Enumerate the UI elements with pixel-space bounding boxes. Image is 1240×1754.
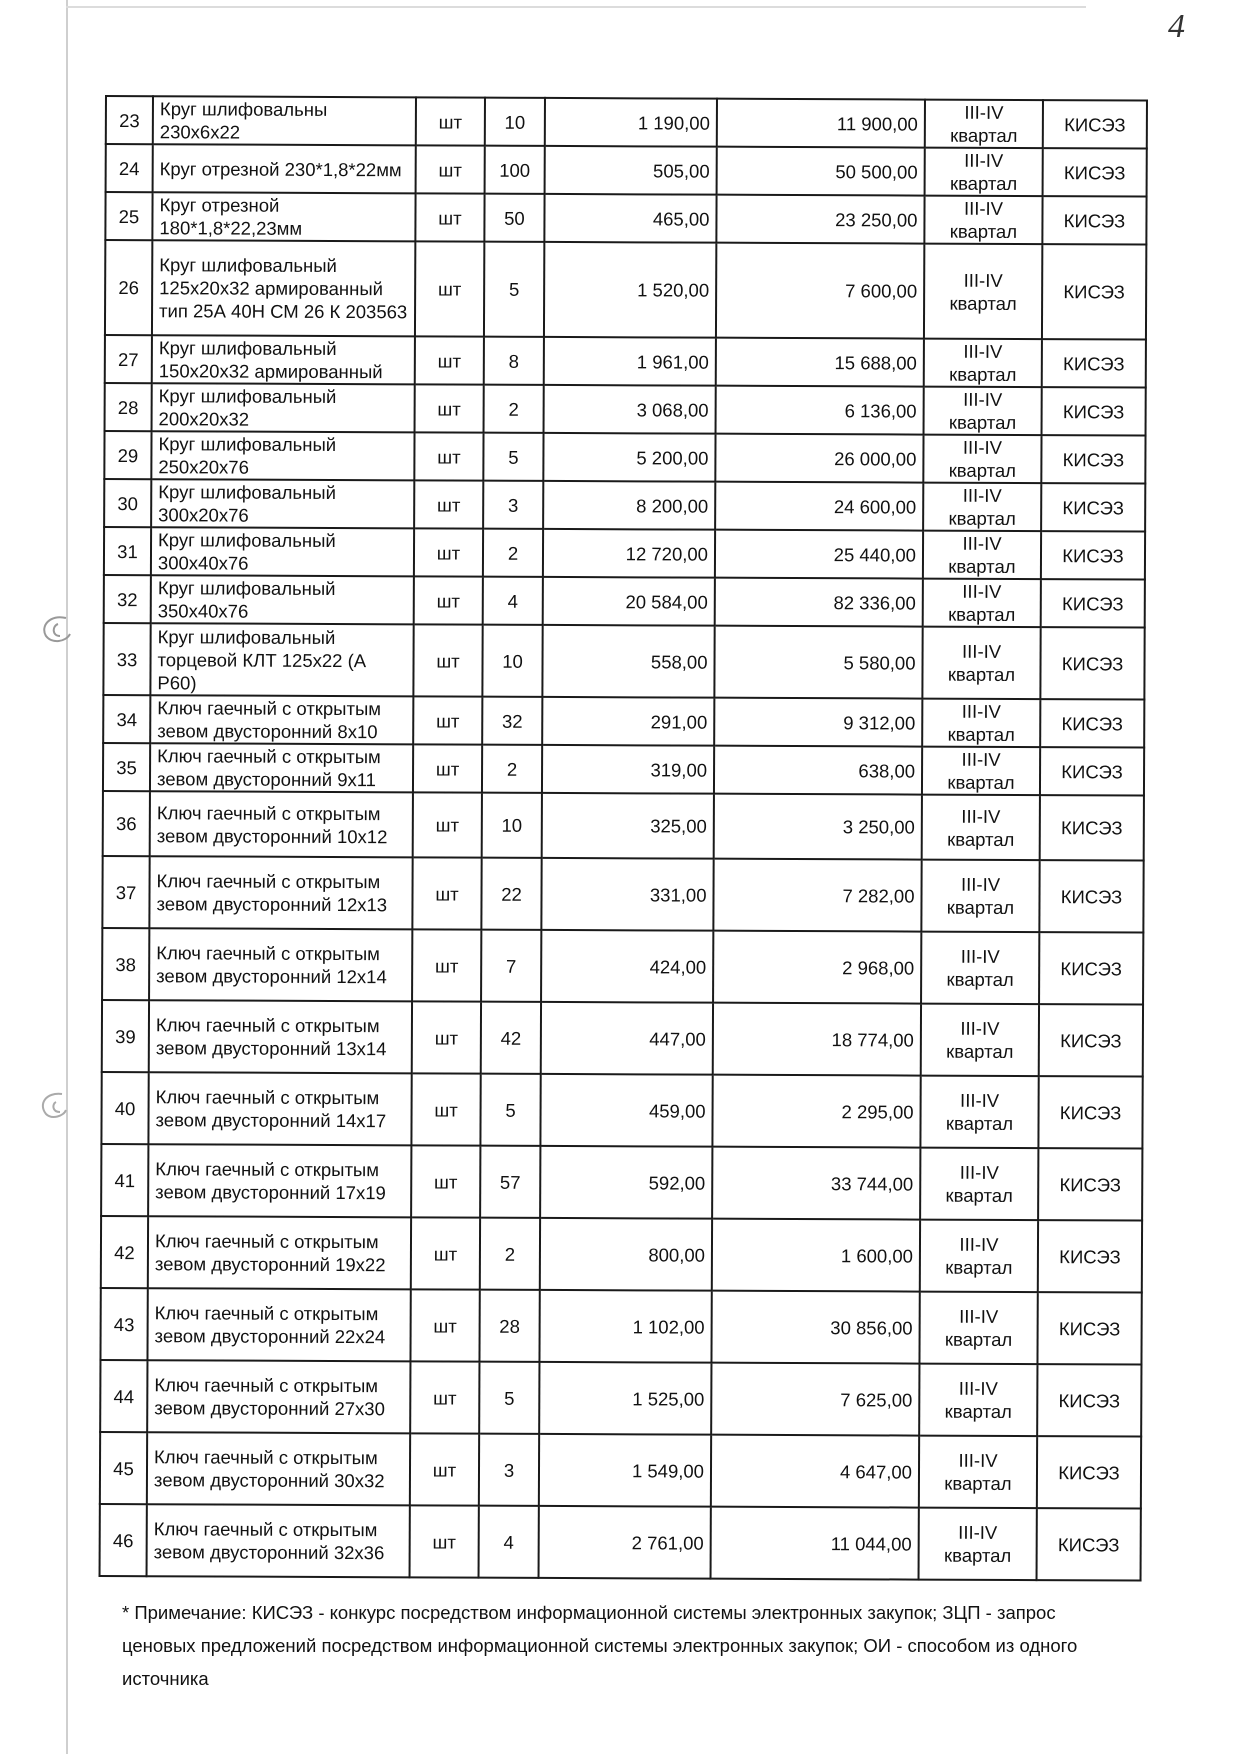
unit-cell: шт: [416, 145, 485, 193]
total-sum-cell: 4 647,00: [711, 1435, 919, 1508]
delivery-period-cell: III-IV квартал: [924, 196, 1042, 245]
table-row: [105, 240, 1146, 340]
unit-price-cell: 424,00: [541, 930, 713, 1003]
procurement-method-cell: КИСЭЗ: [1039, 932, 1143, 1004]
table-row: [100, 1432, 1141, 1509]
item-name-cell: Круг шлифовальный 200x20x32: [152, 383, 415, 432]
delivery-period-cell: III-IV квартал: [921, 932, 1039, 1005]
unit-cell: шт: [414, 432, 483, 480]
procurement-method-cell: КИСЭЗ: [1043, 100, 1147, 148]
item-name-cell: Ключ гаечный с открытым зевом двусторонний 32x36: [147, 1504, 410, 1577]
unit-cell: шт: [415, 384, 484, 432]
total-sum-cell: 6 136,00: [716, 386, 924, 435]
row-number-cell: 40: [101, 1072, 148, 1144]
delivery-period-cell: III-IV квартал: [922, 699, 1040, 748]
unit-cell: шт: [413, 624, 482, 696]
row-number-cell: 45: [100, 1432, 147, 1504]
procurement-method-cell: КИСЭЗ: [1037, 1436, 1141, 1508]
unit-cell: шт: [413, 744, 482, 792]
unit-cell: шт: [410, 1289, 479, 1361]
table-row: [106, 144, 1147, 197]
item-name-cell: Ключ гаечный с открытым зевом двусторонний 12x13: [149, 856, 412, 929]
row-number-cell: 24: [106, 144, 153, 192]
row-number-cell: 34: [103, 695, 150, 743]
item-name-cell: Круг шлифовальный 350x40x76: [151, 575, 414, 624]
row-number-cell: 32: [104, 575, 151, 623]
row-number-cell: 27: [105, 335, 152, 383]
table-row: [105, 383, 1146, 436]
procurement-method-cell: КИСЭЗ: [1041, 435, 1145, 483]
row-number-cell: 35: [103, 743, 150, 791]
margin-mark-1: [36, 612, 80, 656]
quantity-cell: 2: [482, 745, 542, 793]
unit-price-cell: 800,00: [540, 1218, 712, 1291]
total-sum-cell: 7 600,00: [716, 243, 924, 339]
item-name-cell: Круг шлифовальный 150x20x32 армированный: [152, 335, 415, 384]
row-number-cell: 28: [105, 383, 152, 431]
item-name-cell: Ключ гаечный с открытым зевом двусторонний 27x30: [147, 1360, 410, 1433]
unit-cell: шт: [414, 528, 483, 576]
unit-price-cell: 1 520,00: [544, 242, 716, 338]
table-row: [105, 335, 1146, 388]
delivery-period-cell: III-IV квартал: [922, 627, 1040, 700]
row-number-cell: 25: [105, 192, 152, 240]
quantity-cell: 57: [480, 1146, 540, 1218]
quantity-cell: 5: [479, 1362, 539, 1434]
unit-price-cell: 3 068,00: [544, 385, 716, 434]
unit-price-cell: 505,00: [545, 146, 717, 195]
unit-cell: шт: [411, 1145, 480, 1217]
quantity-cell: 7: [481, 930, 541, 1002]
footnote: * Примечание: КИСЭЗ - конкурс посредством информационной системы электронных закупок; ЗЦП - запрос ценовых предложений посредством информационной системы электронных закупок; ОИ - способом из одного источника: [122, 1602, 1078, 1689]
unit-cell: шт: [415, 336, 484, 384]
total-sum-cell: 30 856,00: [711, 1291, 919, 1364]
margin-mark-2: [34, 1088, 78, 1132]
item-name-cell: Круг шлифовальный 300x40x76: [151, 527, 414, 576]
delivery-period-cell: III-IV квартал: [925, 148, 1043, 197]
row-number-cell: 46: [100, 1504, 147, 1576]
item-name-cell: Круг шлифовальный 250x20x76: [151, 431, 414, 480]
row-number-cell: 36: [103, 791, 150, 856]
top-margin-rule: [66, 6, 1086, 8]
unit-price-cell: 1 102,00: [539, 1290, 711, 1363]
item-name-cell: Ключ гаечный с открытым зевом двусторонний 9x11: [150, 743, 413, 792]
total-sum-cell: 50 500,00: [717, 147, 925, 196]
total-sum-cell: 1 600,00: [712, 1219, 920, 1292]
quantity-cell: 2: [484, 385, 544, 433]
procurement-method-cell: КИСЭЗ: [1038, 1076, 1142, 1148]
quantity-cell: 22: [481, 858, 541, 930]
unit-price-cell: 1 525,00: [539, 1362, 711, 1435]
unit-price-cell: 319,00: [542, 745, 714, 794]
table-row: [102, 856, 1143, 933]
unit-price-cell: 331,00: [541, 858, 713, 931]
unit-price-cell: 5 200,00: [543, 433, 715, 482]
item-name-cell: Ключ гаечный с открытым зевом двусторонний 19x22: [148, 1216, 411, 1289]
item-name-cell: Круг шлифовальный торцевой КЛТ 125x22 (А Р60): [150, 623, 413, 696]
quantity-cell: 28: [479, 1290, 539, 1362]
unit-cell: шт: [413, 696, 482, 744]
procurement-method-cell: КИСЭЗ: [1037, 1292, 1141, 1364]
procurement-method-cell: КИСЭЗ: [1037, 1364, 1141, 1436]
delivery-period-cell: III-IV квартал: [924, 244, 1042, 340]
item-name-cell: Ключ гаечный с открытым зевом двусторонний 10x12: [150, 791, 413, 857]
procurement-method-cell: КИСЭЗ: [1039, 1004, 1143, 1076]
procurement-method-cell: КИСЭЗ: [1040, 795, 1144, 860]
quantity-cell: 4: [483, 577, 543, 625]
table-row: [103, 623, 1144, 700]
procurement-method-cell: КИСЭЗ: [1038, 1220, 1142, 1292]
procurement-method-cell: КИСЭЗ: [1040, 627, 1144, 699]
unit-cell: шт: [410, 1361, 479, 1433]
total-sum-cell: 26 000,00: [715, 434, 923, 483]
quantity-cell: 10: [482, 793, 542, 858]
total-sum-cell: 638,00: [714, 746, 922, 795]
unit-cell: шт: [410, 1433, 479, 1505]
delivery-period-cell: III-IV квартал: [919, 1292, 1037, 1365]
item-name-cell: Ключ гаечный с открытым зевом двусторонний 17x19: [148, 1144, 411, 1217]
quantity-cell: 5: [483, 433, 543, 481]
table-row: [101, 1216, 1142, 1293]
row-number-cell: 37: [102, 856, 149, 928]
unit-price-cell: 1 961,00: [544, 337, 716, 386]
quantity-cell: 2: [483, 529, 543, 577]
unit-cell: шт: [413, 792, 482, 857]
procurement-method-cell: КИСЭЗ: [1043, 148, 1147, 196]
table-row: [102, 928, 1143, 1005]
delivery-period-cell: III-IV квартал: [922, 795, 1040, 861]
total-sum-cell: 33 744,00: [712, 1147, 920, 1220]
delivery-period-cell: III-IV квартал: [919, 1436, 1037, 1509]
quantity-cell: 5: [484, 242, 544, 337]
row-number-cell: 23: [106, 96, 153, 144]
item-name-cell: Круг отрезной 180*1,8*22,23мм: [152, 192, 415, 241]
procurement-method-cell: КИСЭЗ: [1041, 483, 1145, 531]
quantity-cell: 100: [485, 146, 545, 194]
procurement-method-cell: КИСЭЗ: [1040, 699, 1144, 747]
total-sum-cell: 25 440,00: [715, 530, 923, 579]
table-row: [105, 192, 1146, 245]
unit-cell: шт: [416, 97, 485, 145]
unit-price-cell: 12 720,00: [543, 529, 715, 578]
unit-price-cell: 447,00: [541, 1002, 713, 1075]
delivery-period-cell: III-IV квартал: [919, 1508, 1037, 1581]
delivery-period-cell: III-IV квартал: [920, 1076, 1038, 1149]
total-sum-cell: 7 625,00: [711, 1363, 919, 1436]
procurement-method-cell: КИСЭЗ: [1038, 1148, 1142, 1220]
procurement-method-cell: КИСЭЗ: [1041, 579, 1145, 627]
item-name-cell: Ключ гаечный с открытым зевом двусторонний 13x14: [149, 1000, 412, 1073]
unit-cell: шт: [411, 1073, 480, 1145]
unit-price-cell: 8 200,00: [543, 481, 715, 530]
unit-cell: шт: [412, 1001, 481, 1073]
table-row: [106, 96, 1147, 149]
total-sum-cell: 11 044,00: [711, 1507, 919, 1580]
quantity-cell: 3: [483, 481, 543, 529]
unit-price-cell: 325,00: [542, 793, 714, 859]
total-sum-cell: 18 774,00: [713, 1003, 921, 1076]
unit-cell: шт: [412, 929, 481, 1001]
total-sum-cell: 82 336,00: [715, 578, 923, 627]
procurement-method-cell: КИСЭЗ: [1039, 860, 1143, 932]
unit-price-cell: 459,00: [540, 1074, 712, 1147]
delivery-period-cell: III-IV квартал: [922, 747, 1040, 796]
row-number-cell: 33: [103, 623, 150, 695]
unit-cell: шт: [414, 480, 483, 528]
table-row: [103, 743, 1144, 796]
quantity-cell: 32: [482, 697, 542, 745]
table-row: [103, 695, 1144, 748]
delivery-period-cell: III-IV квартал: [919, 1364, 1037, 1437]
total-sum-cell: 11 900,00: [717, 99, 925, 148]
item-name-cell: Круг шлифовальный 125x20x32 армированный тип 25А 40Н СМ 26 К 203563: [152, 240, 415, 336]
delivery-period-cell: III-IV квартал: [920, 1220, 1038, 1293]
procurement-method-cell: КИСЭЗ: [1040, 747, 1144, 795]
quantity-cell: 8: [484, 337, 544, 385]
table-row: [103, 791, 1144, 861]
total-sum-cell: 3 250,00: [714, 794, 922, 860]
quantity-cell: 4: [479, 1506, 539, 1578]
procurement-method-cell: КИСЭЗ: [1042, 339, 1146, 387]
unit-cell: шт: [414, 576, 483, 624]
unit-cell: шт: [415, 193, 484, 241]
item-name-cell: Круг шлифовальный 300x20x76: [151, 479, 414, 528]
left-margin-rule: [66, 0, 68, 1754]
delivery-period-cell: III-IV квартал: [923, 531, 1041, 580]
unit-price-cell: 1 549,00: [539, 1434, 711, 1507]
quantity-cell: 5: [480, 1074, 540, 1146]
total-sum-cell: 2 968,00: [713, 931, 921, 1004]
quantity-cell: 10: [482, 625, 542, 697]
row-number-cell: 30: [104, 479, 151, 527]
unit-price-cell: 592,00: [540, 1146, 712, 1219]
unit-cell: шт: [410, 1505, 479, 1577]
delivery-period-cell: III-IV квартал: [924, 387, 1042, 436]
row-number-cell: 38: [102, 928, 149, 1000]
unit-price-cell: 20 584,00: [543, 577, 715, 626]
item-name-cell: Ключ гаечный с открытым зевом двусторонний 8x10: [150, 695, 413, 744]
procurement-method-cell: КИСЭЗ: [1042, 387, 1146, 435]
unit-cell: шт: [412, 857, 481, 929]
table-row: [100, 1360, 1141, 1437]
table-row: [104, 431, 1145, 484]
delivery-period-cell: III-IV квартал: [924, 339, 1042, 388]
total-sum-cell: 23 250,00: [716, 195, 924, 244]
unit-cell: шт: [415, 241, 484, 336]
unit-price-cell: 465,00: [544, 194, 716, 243]
item-name-cell: Круг шлифовальны 230x6x22: [153, 96, 416, 145]
page-number: 4: [1168, 8, 1185, 45]
unit-price-cell: 1 190,00: [545, 98, 717, 147]
procurement-method-cell: КИСЭЗ: [1042, 196, 1146, 244]
item-name-cell: Ключ гаечный с открытым зевом двусторонний 30x32: [147, 1432, 410, 1505]
row-number-cell: 29: [104, 431, 151, 479]
items-table: [99, 95, 1148, 1582]
total-sum-cell: 5 580,00: [714, 626, 922, 699]
procurement-method-cell: КИСЭЗ: [1041, 531, 1145, 579]
item-name-cell: Ключ гаечный с открытым зевом двусторонний 22x24: [147, 1288, 410, 1361]
delivery-period-cell: III-IV квартал: [925, 100, 1043, 149]
table-row: [104, 575, 1145, 628]
table-row: [101, 1072, 1142, 1149]
table-row: [104, 527, 1145, 580]
row-number-cell: 42: [101, 1216, 148, 1288]
delivery-period-cell: III-IV квартал: [921, 1004, 1039, 1077]
total-sum-cell: 7 282,00: [713, 859, 921, 932]
procurement-method-cell: КИСЭЗ: [1037, 1508, 1141, 1580]
unit-price-cell: 2 761,00: [539, 1506, 711, 1579]
row-number-cell: 26: [105, 240, 152, 335]
item-name-cell: Ключ гаечный с открытым зевом двусторонний 14x17: [148, 1072, 411, 1145]
table-row: [100, 1288, 1141, 1365]
items-table-body: [100, 96, 1147, 1581]
quantity-cell: 3: [479, 1434, 539, 1506]
table-row: [100, 1504, 1141, 1581]
unit-price-cell: 291,00: [542, 697, 714, 746]
total-sum-cell: 9 312,00: [714, 698, 922, 747]
row-number-cell: 39: [102, 1000, 149, 1072]
table-row: [104, 479, 1145, 532]
quantity-cell: 50: [484, 194, 544, 242]
delivery-period-cell: III-IV квартал: [923, 483, 1041, 532]
procurement-method-cell: КИСЭЗ: [1042, 244, 1146, 339]
item-name-cell: Круг отрезной 230*1,8*22мм: [153, 144, 416, 193]
quantity-cell: 2: [480, 1218, 540, 1290]
delivery-period-cell: III-IV квартал: [923, 435, 1041, 484]
total-sum-cell: 2 295,00: [712, 1075, 920, 1148]
table-row: [102, 1000, 1143, 1077]
delivery-period-cell: III-IV квартал: [920, 1148, 1038, 1221]
delivery-period-cell: III-IV квартал: [921, 860, 1039, 933]
delivery-period-cell: III-IV квартал: [923, 579, 1041, 628]
total-sum-cell: 24 600,00: [715, 482, 923, 531]
table-row: [101, 1144, 1142, 1221]
unit-price-cell: 558,00: [542, 625, 714, 698]
quantity-cell: 42: [481, 1002, 541, 1074]
row-number-cell: 31: [104, 527, 151, 575]
row-number-cell: 43: [100, 1288, 147, 1360]
quantity-cell: 10: [485, 98, 545, 146]
item-name-cell: Ключ гаечный с открытым зевом двусторонний 12x14: [149, 928, 412, 1001]
total-sum-cell: 15 688,00: [716, 338, 924, 387]
row-number-cell: 44: [100, 1360, 147, 1432]
row-number-cell: 41: [101, 1144, 148, 1216]
unit-cell: шт: [411, 1217, 480, 1289]
